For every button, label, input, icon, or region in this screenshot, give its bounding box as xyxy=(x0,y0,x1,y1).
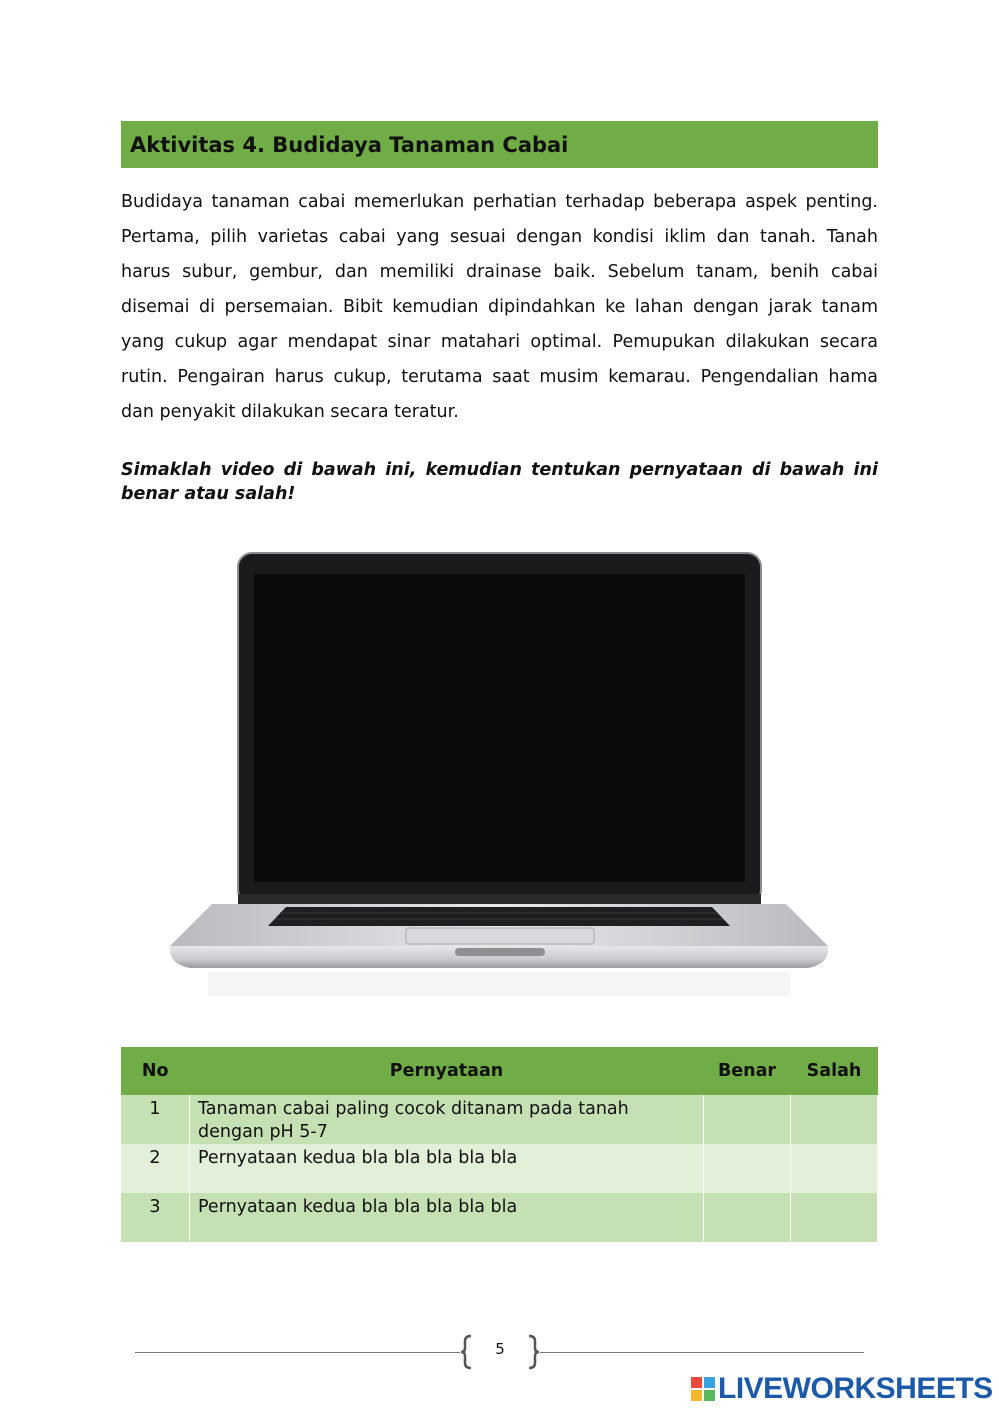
row-number: 3 xyxy=(121,1193,190,1242)
table-row xyxy=(121,1095,878,1144)
instruction-text: Simaklah video di bawah ini, kemudian tentukan pernyataan di bawah ini benar atau salah! xyxy=(121,460,878,504)
footer-rule-right xyxy=(540,1352,864,1353)
row-number: 2 xyxy=(121,1144,190,1193)
col-header-no: No xyxy=(121,1047,190,1095)
col-header-true: Benar xyxy=(704,1047,791,1095)
row-statement: Tanaman cabai paling cocok ditanam pada tanah dengan pH 5-7 xyxy=(190,1095,704,1144)
row-statement: Pernyataan kedua bla bla bla bla bla xyxy=(190,1144,704,1193)
brand-name: LIVEWORKSHEETS xyxy=(718,1372,993,1405)
statements-table xyxy=(121,1047,878,1242)
footer-rule-left xyxy=(135,1352,460,1353)
row-number: 1 xyxy=(121,1095,190,1144)
true-answer-cell[interactable] xyxy=(704,1144,791,1193)
activity-heading: Aktivitas 4. Budidaya Tanaman Cabai xyxy=(121,121,878,168)
true-answer-cell[interactable] xyxy=(704,1095,791,1144)
page-number: 5 xyxy=(495,1340,505,1358)
table-row xyxy=(121,1193,878,1242)
false-answer-cell[interactable] xyxy=(791,1095,878,1144)
col-header-false: Salah xyxy=(791,1047,878,1095)
false-answer-cell[interactable] xyxy=(791,1193,878,1242)
video-screen xyxy=(254,574,745,882)
video-player-laptop[interactable] xyxy=(168,550,830,1000)
table-row xyxy=(121,1144,878,1193)
liveworksheets-logo-icon xyxy=(690,1376,716,1402)
false-answer-cell[interactable] xyxy=(791,1144,878,1193)
brand-logo xyxy=(690,1372,993,1406)
true-answer-cell[interactable] xyxy=(704,1193,791,1242)
col-header-statement: Pernyataan xyxy=(190,1047,704,1095)
row-statement: Pernyataan kedua bla bla bla bla bla xyxy=(190,1193,704,1242)
body-paragraph: Budidaya tanaman cabai memerlukan perhatian terhadap beberapa aspek penting. Pertama, pilih varietas cabai yang sesuai dengan kondisi iklim dan tanah. Tanah harus subur, gembur, dan memiliki drainase baik. Sebelum tanam, benih cabai disemai di persemaian. Bibit kemudian dipindahkan ke lahan dengan jarak tanam yang cukup agar mendapat sinar matahari optimal. Pemupukan dilakukan secara rutin. Pengairan harus cukup, terutama saat musim kemarau. Pengendalian hama dan penyakit dilakukan secara teratur. xyxy=(121,192,878,422)
